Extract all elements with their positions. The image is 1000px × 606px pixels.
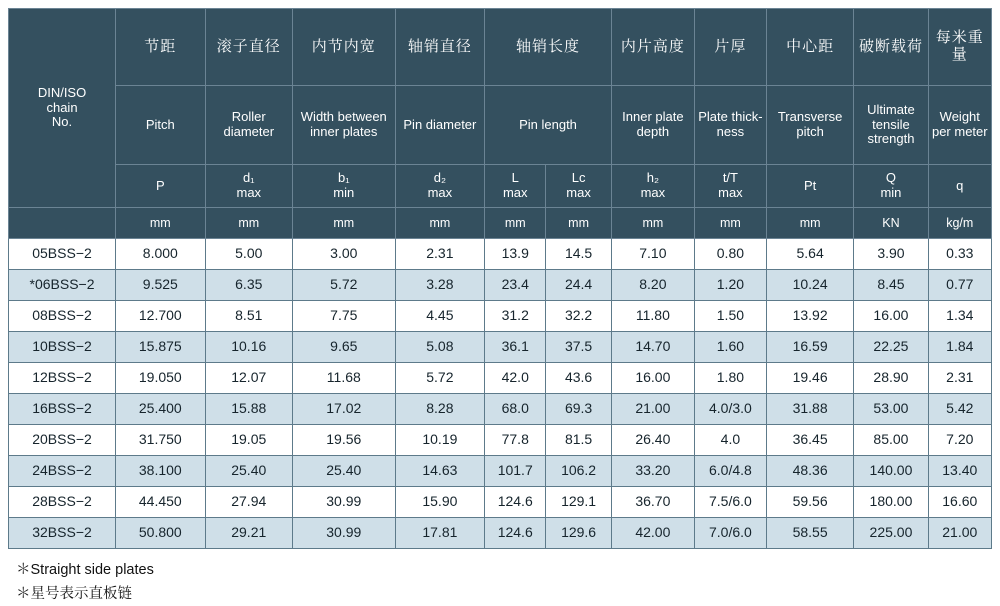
header-sym-q-text: Q (885, 170, 896, 186)
header-sym-roller-diameter-text: d₁ (242, 170, 255, 186)
chain-no-line2: chain (46, 99, 78, 115)
header-unit-lc: mm (546, 208, 612, 239)
cell-ultimate-tensile-strength: 53.00 (854, 394, 928, 425)
cell-width-between-inner-plates: 19.56 (292, 425, 395, 456)
header-cn-roller-diameter (205, 9, 292, 86)
cell-plate-thickness: 1.60 (694, 332, 766, 363)
header-en-ultimate-tensile-strength: Ultimate tensile strength (854, 86, 928, 165)
cell-transverse-pitch: 13.92 (766, 301, 853, 332)
header-cn-plate-thickness: 片厚 (694, 9, 766, 86)
header-cn-uts-text: 破断载荷 (858, 37, 923, 55)
header-sym-pin-diameter-qual: max (427, 185, 453, 200)
header-cell-chain-no (9, 9, 116, 208)
cell-pin-length-l: 23.4 (485, 270, 546, 301)
cell-transverse-pitch: 19.46 (766, 363, 853, 394)
header-sym-ultimate-tensile-strength (854, 165, 928, 208)
cell-width-between-inner-plates: 3.00 (292, 239, 395, 270)
header-unit-l: mm (485, 208, 546, 239)
cell-weight-per-meter: 0.77 (928, 270, 991, 301)
cell-weight-per-meter: 7.20 (928, 425, 991, 456)
cell-chain-no: 12BSS−2 (9, 363, 116, 394)
cell-roller-diameter: 8.51 (205, 301, 292, 332)
header-sym-t-qual: max (718, 185, 743, 200)
cell-transverse-pitch: 48.36 (766, 456, 853, 487)
header-en-plate-thickness: Plate thick-ness (694, 86, 766, 165)
cell-weight-per-meter: 2.31 (928, 363, 991, 394)
header-cn-width-text: 内节内宽 (311, 37, 376, 55)
cell-width-between-inner-plates: 25.40 (292, 456, 395, 487)
cell-transverse-pitch: 36.45 (766, 425, 853, 456)
cell-plate-thickness: 7.0/6.0 (694, 518, 766, 549)
header-cn-width-between-inner-plates (292, 9, 395, 86)
header-en-pin-length: Pin length (485, 86, 612, 165)
cell-pin-length-lc: 37.5 (546, 332, 612, 363)
header-sym-pitch-text: P (155, 177, 165, 193)
header-sym-width-qual: min (333, 185, 355, 200)
cell-roller-diameter: 27.94 (205, 487, 292, 518)
cell-pin-length-lc: 129.6 (546, 518, 612, 549)
cell-width-between-inner-plates: 30.99 (292, 487, 395, 518)
cell-pin-length-l: 68.0 (485, 394, 546, 425)
table-row (9, 363, 992, 394)
footnote-chinese: ＊星号表示直板链 (16, 586, 132, 603)
header-en-pitch: Pitch (116, 86, 206, 165)
cell-pin-length-lc: 32.2 (546, 301, 612, 332)
cell-pitch: 31.750 (116, 425, 206, 456)
cell-pin-length-l: 31.2 (485, 301, 546, 332)
cell-plate-thickness: 1.50 (694, 301, 766, 332)
cell-width-between-inner-plates: 5.72 (292, 270, 395, 301)
header-sym-roller-diameter-qual: max (236, 185, 262, 200)
cell-inner-plate-depth: 8.20 (611, 270, 694, 301)
table-header (9, 9, 992, 239)
header-sym-pin-length-l (485, 165, 546, 208)
header-sym-h2-qual: max (640, 185, 666, 200)
header-unit-weight-per-meter: kg/m (928, 208, 991, 239)
cell-ultimate-tensile-strength: 22.25 (854, 332, 928, 363)
cell-pin-length-l: 13.9 (485, 239, 546, 270)
cell-pin-length-lc: 24.4 (546, 270, 612, 301)
cell-plate-thickness: 7.5/6.0 (694, 487, 766, 518)
header-sym-roller-diameter (205, 165, 292, 208)
cell-roller-diameter: 25.40 (205, 456, 292, 487)
header-sym-pitch (116, 165, 206, 208)
header-sym-q-weight-text: q (956, 177, 964, 193)
table-row (9, 239, 992, 270)
header-unit-inner-plate-depth: mm (611, 208, 694, 239)
cell-pin-length-l: 77.8 (485, 425, 546, 456)
cell-pitch: 38.100 (116, 456, 206, 487)
cell-chain-no: 10BSS−2 (9, 332, 116, 363)
cell-chain-no: 20BSS−2 (9, 425, 116, 456)
cell-pin-length-l: 124.6 (485, 518, 546, 549)
cell-plate-thickness: 6.0/4.8 (694, 456, 766, 487)
cell-inner-plate-depth: 21.00 (611, 394, 694, 425)
cell-ultimate-tensile-strength: 180.00 (854, 487, 928, 518)
cell-pin-diameter: 3.28 (395, 270, 485, 301)
header-row-chinese (9, 9, 992, 86)
cell-inner-plate-depth: 26.40 (611, 425, 694, 456)
cell-chain-no: 08BSS−2 (9, 301, 116, 332)
cell-inner-plate-depth: 42.00 (611, 518, 694, 549)
cell-width-between-inner-plates: 17.02 (292, 394, 395, 425)
cell-chain-no: 32BSS−2 (9, 518, 116, 549)
table-row (9, 487, 992, 518)
cell-roller-diameter: 12.07 (205, 363, 292, 394)
cell-chain-no: 24BSS−2 (9, 456, 116, 487)
cell-pin-diameter: 5.72 (395, 363, 485, 394)
table-row (9, 301, 992, 332)
header-cn-weight-per-meter (928, 9, 991, 86)
cell-weight-per-meter: 16.60 (928, 487, 991, 518)
cell-inner-plate-depth: 16.00 (611, 363, 694, 394)
cell-pin-length-lc: 69.3 (546, 394, 612, 425)
cell-transverse-pitch: 16.59 (766, 332, 853, 363)
header-sym-width-text: b₁ (337, 170, 350, 186)
cell-pin-length-l: 42.0 (485, 363, 546, 394)
cell-chain-no: *06BSS−2 (9, 270, 116, 301)
cell-pin-diameter: 8.28 (395, 394, 485, 425)
header-row-english (9, 86, 992, 165)
cell-ultimate-tensile-strength: 225.00 (854, 518, 928, 549)
cell-pin-length-lc: 14.5 (546, 239, 612, 270)
chain-no-line1: DIN/ISO (37, 85, 87, 101)
cell-pin-diameter: 5.08 (395, 332, 485, 363)
header-en-inner-plate-depth: Inner plate depth (611, 86, 694, 165)
header-cn-inner-plate-depth-text: 内片高度 (620, 37, 685, 55)
cell-inner-plate-depth: 36.70 (611, 487, 694, 518)
cell-chain-no: 05BSS−2 (9, 239, 116, 270)
header-sym-pin-diameter (395, 165, 485, 208)
cell-weight-per-meter: 1.34 (928, 301, 991, 332)
cell-pitch: 9.525 (116, 270, 206, 301)
header-cn-pin-length-text: 轴销长度 (516, 37, 581, 55)
cell-width-between-inner-plates: 9.65 (292, 332, 395, 363)
cell-pin-diameter: 15.90 (395, 487, 485, 518)
header-row-symbols (9, 165, 992, 208)
header-unit-width: mm (292, 208, 395, 239)
header-cn-pin-diameter (395, 9, 485, 86)
header-sym-pin-length-lc (546, 165, 612, 208)
cell-pin-length-l: 101.7 (485, 456, 546, 487)
header-en-width-between-inner-plates: Width between inner plates (292, 86, 395, 165)
header-unit-plate-thickness: mm (694, 208, 766, 239)
cell-pitch: 8.000 (116, 239, 206, 270)
header-sym-plate-thickness (694, 165, 766, 208)
header-unit-chain-no (9, 208, 116, 239)
cell-chain-no: 16BSS−2 (9, 394, 116, 425)
cell-transverse-pitch: 58.55 (766, 518, 853, 549)
cell-inner-plate-depth: 11.80 (611, 301, 694, 332)
table-body (9, 239, 992, 549)
cell-pitch: 12.700 (116, 301, 206, 332)
cell-roller-diameter: 5.00 (205, 239, 292, 270)
cell-pin-diameter: 2.31 (395, 239, 485, 270)
header-cn-pin-diameter-text: 轴销直径 (407, 37, 472, 55)
cell-inner-plate-depth: 33.20 (611, 456, 694, 487)
header-en-weight-per-meter: Weight per meter (928, 86, 991, 165)
cell-ultimate-tensile-strength: 140.00 (854, 456, 928, 487)
cell-ultimate-tensile-strength: 28.90 (854, 363, 928, 394)
cell-weight-per-meter: 0.33 (928, 239, 991, 270)
table-row (9, 394, 992, 425)
cell-pin-diameter: 14.63 (395, 456, 485, 487)
cell-weight-per-meter: 13.40 (928, 456, 991, 487)
cell-pin-diameter: 17.81 (395, 518, 485, 549)
cell-chain-no: 28BSS−2 (9, 487, 116, 518)
cell-roller-diameter: 10.16 (205, 332, 292, 363)
header-cn-transverse-pitch: 中心距 (766, 9, 853, 86)
header-unit-ultimate-tensile-strength: KN (854, 208, 928, 239)
cell-inner-plate-depth: 7.10 (611, 239, 694, 270)
cell-ultimate-tensile-strength: 3.90 (854, 239, 928, 270)
cell-roller-diameter: 19.05 (205, 425, 292, 456)
chain-no-line3: No. (51, 114, 73, 130)
cell-plate-thickness: 4.0 (694, 425, 766, 456)
cell-ultimate-tensile-strength: 8.45 (854, 270, 928, 301)
cell-inner-plate-depth: 14.70 (611, 332, 694, 363)
cell-width-between-inner-plates: 11.68 (292, 363, 395, 394)
footnotes (16, 559, 992, 606)
header-cn-pitch: 节距 (116, 9, 206, 86)
header-cn-inner-plate-depth (611, 9, 694, 86)
cell-pin-diameter: 10.19 (395, 425, 485, 456)
header-cn-roller-diameter-text: 滚子直径 (216, 37, 281, 55)
cell-pin-diameter: 4.45 (395, 301, 485, 332)
table-row (9, 270, 992, 301)
header-cn-pin-length (485, 9, 612, 86)
cell-transverse-pitch: 31.88 (766, 394, 853, 425)
cell-pin-length-lc: 129.1 (546, 487, 612, 518)
cell-transverse-pitch: 10.24 (766, 270, 853, 301)
header-sym-pt-text: Pt (803, 177, 817, 193)
cell-plate-thickness: 4.0/3.0 (694, 394, 766, 425)
cell-width-between-inner-plates: 7.75 (292, 301, 395, 332)
table-row (9, 456, 992, 487)
cell-pitch: 25.400 (116, 394, 206, 425)
cell-ultimate-tensile-strength: 16.00 (854, 301, 928, 332)
header-sym-weight-per-meter (928, 165, 991, 208)
cell-transverse-pitch: 59.56 (766, 487, 853, 518)
cell-roller-diameter: 15.88 (205, 394, 292, 425)
cell-weight-per-meter: 21.00 (928, 518, 991, 549)
cell-transverse-pitch: 5.64 (766, 239, 853, 270)
header-sym-width (292, 165, 395, 208)
cell-weight-per-meter: 1.84 (928, 332, 991, 363)
header-unit-pin-diameter: mm (395, 208, 485, 239)
header-sym-inner-plate-depth (611, 165, 694, 208)
header-row-units (9, 208, 992, 239)
cell-pin-length-lc: 106.2 (546, 456, 612, 487)
header-sym-pin-diameter-text: d₂ (433, 170, 447, 186)
cell-plate-thickness: 1.80 (694, 363, 766, 394)
footnote-english: ＊Straight side plates (16, 562, 154, 578)
header-sym-lc-text: Lc (571, 170, 586, 186)
header-sym-h2-text: h₂ (646, 170, 659, 186)
cell-width-between-inner-plates: 30.99 (292, 518, 395, 549)
table-row (9, 332, 992, 363)
cell-pitch: 15.875 (116, 332, 206, 363)
header-sym-l-text: L (511, 170, 519, 186)
header-sym-l-qual: max (502, 185, 528, 200)
cell-pin-length-l: 36.1 (485, 332, 546, 363)
header-en-transverse-pitch: Transverse pitch (766, 86, 853, 165)
table-row (9, 425, 992, 456)
cell-pin-length-lc: 81.5 (546, 425, 612, 456)
cell-pitch: 19.050 (116, 363, 206, 394)
header-en-pin-diameter: Pin diameter (395, 86, 485, 165)
cell-pitch: 50.800 (116, 518, 206, 549)
header-sym-transverse-pitch (766, 165, 853, 208)
cell-roller-diameter: 6.35 (205, 270, 292, 301)
cell-weight-per-meter: 5.42 (928, 394, 991, 425)
header-sym-q-qual: min (880, 185, 902, 200)
header-sym-t-text: t/T (722, 170, 738, 186)
header-unit-pitch: mm (116, 208, 206, 239)
header-cn-weight-text: 每米重量 (935, 29, 984, 63)
table-row (9, 518, 992, 549)
header-unit-transverse-pitch: mm (766, 208, 853, 239)
header-en-roller-diameter: Roller diameter (205, 86, 292, 165)
header-cn-ultimate-tensile-strength (854, 9, 928, 86)
cell-pitch: 44.450 (116, 487, 206, 518)
cell-roller-diameter: 29.21 (205, 518, 292, 549)
header-unit-roller-diameter: mm (205, 208, 292, 239)
cell-ultimate-tensile-strength: 85.00 (854, 425, 928, 456)
cell-pin-length-lc: 43.6 (546, 363, 612, 394)
cell-pin-length-l: 124.6 (485, 487, 546, 518)
cell-plate-thickness: 0.80 (694, 239, 766, 270)
chain-specification-table (8, 8, 992, 549)
header-sym-lc-qual: max (566, 185, 591, 200)
cell-plate-thickness: 1.20 (694, 270, 766, 301)
